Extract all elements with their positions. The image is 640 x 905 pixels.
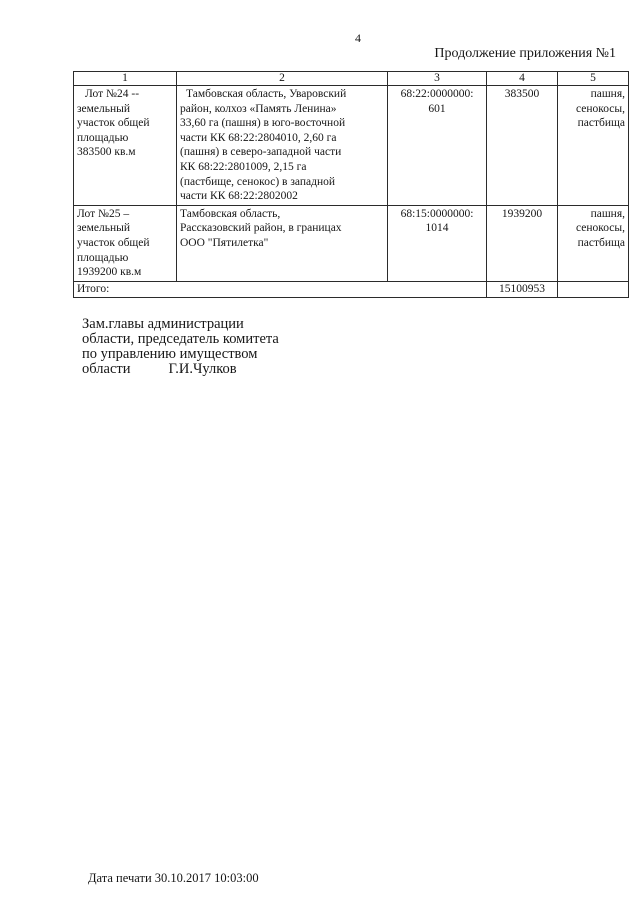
continuation-heading: Продолжение приложения №1	[434, 46, 616, 61]
total-empty-cell	[558, 281, 629, 298]
cadastral-number-cell	[388, 205, 487, 281]
location-line: части КК 68:22:2804010, 2,60 га	[180, 131, 337, 144]
lot-text-line: площадью	[77, 131, 129, 144]
land-use-line: пастбища	[577, 236, 625, 249]
location-cell	[177, 205, 388, 281]
land-use-cell	[558, 86, 629, 206]
signatory-name: Г.И.Чулков	[168, 361, 237, 377]
location-line: район, колхоз «Память Ленина»	[180, 102, 337, 115]
location-line: КК 68:22:2801009, 2,15 га	[180, 160, 307, 173]
signature-position-word: области	[82, 361, 131, 377]
column-number-row	[74, 72, 629, 86]
land-use-cell	[558, 205, 629, 281]
lot-title: Лот №25 –	[77, 207, 130, 220]
page-number: 4	[355, 31, 361, 45]
lot-title: Лот №24 --	[85, 88, 140, 100]
total-value: 15100953	[487, 281, 558, 298]
lot-text-line: 383500 кв.м	[77, 146, 136, 159]
location-line: Рассказовский район, в границах	[180, 222, 342, 235]
cadastral-number-cell	[388, 86, 487, 206]
lot-text-line: участок общей	[77, 117, 150, 130]
table-row-lot-24	[74, 86, 629, 206]
cadastral-line: 68:15:0000000:	[400, 207, 474, 220]
print-date: Дата печати 30.10.2017 10:03:00	[88, 871, 259, 885]
location-line: 33,60 га (пашня) в юго-восточной	[180, 117, 346, 130]
signature-position-line: Зам.главы администрации	[82, 316, 244, 332]
location-line: (пастбище, сенокос) в западной	[180, 175, 336, 188]
lot-text-line: площадью	[77, 251, 129, 264]
lot-text-line: земельный	[77, 222, 131, 235]
column-number: 4	[487, 72, 558, 86]
signature-position-line: области, председатель комитета	[82, 331, 279, 347]
column-number: 3	[388, 72, 487, 86]
area-cell: 1939200	[487, 205, 558, 281]
location-cell	[177, 86, 388, 206]
cadastral-line: 601	[428, 102, 446, 115]
column-number: 2	[177, 72, 388, 86]
signature-position-line: по управлению имуществом	[82, 346, 258, 362]
area-cell: 383500	[487, 86, 558, 206]
land-use-line: пашня,	[590, 88, 625, 100]
cadastral-line: 1014	[425, 222, 449, 235]
table-row-lot-25	[74, 205, 629, 281]
total-label: Итого:	[74, 281, 487, 298]
lot-text-line: земельный	[77, 102, 131, 115]
lot-text-line: участок общей	[77, 236, 150, 249]
lot-text-line: 1939200 кв.м	[77, 266, 142, 279]
location-line: (пашня) в северо-западной части	[180, 146, 342, 159]
land-use-line: пашня,	[590, 207, 625, 220]
land-use-line: пастбища	[577, 117, 625, 130]
total-row	[74, 281, 629, 298]
location-line: Тамбовская область, Уваровский	[186, 88, 347, 100]
lots-table	[73, 71, 629, 298]
signature-block	[82, 317, 279, 377]
location-line: Тамбовская область,	[180, 207, 281, 220]
cadastral-line: 68:22:0000000:	[400, 88, 474, 100]
signature-last-line	[82, 362, 279, 377]
location-line: ООО "Пятилетка"	[180, 236, 269, 249]
lot-description-cell	[74, 86, 177, 206]
land-use-line: сенокосы,	[576, 222, 625, 235]
lot-description-cell	[74, 205, 177, 281]
column-number: 5	[558, 72, 629, 86]
land-use-line: сенокосы,	[576, 102, 625, 115]
column-number: 1	[74, 72, 177, 86]
location-line: части КК 68:22:2802002	[180, 190, 298, 203]
